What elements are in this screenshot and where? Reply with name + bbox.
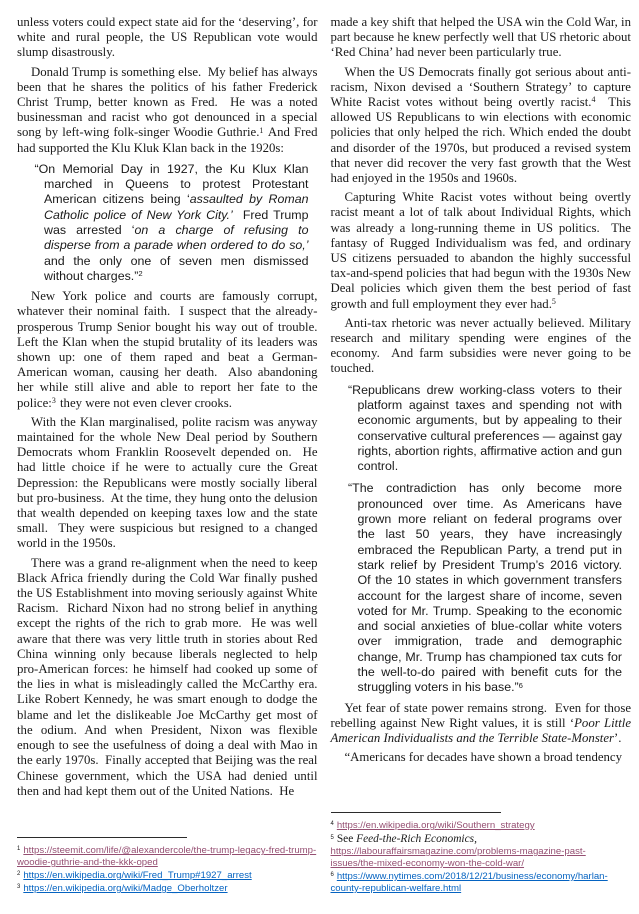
footnote-ref-4: 4	[591, 95, 596, 105]
footnote-ref-5: 5	[551, 297, 556, 307]
footnote-6	[331, 871, 632, 895]
paragraph-text: New York police and courts are famously corrupt, whatever their nominal faith. I suspect that the already-prosperous Trump Senior bought his way out of trouble. Left the Klan when the stupid brutality of its leaders was shown up: one of them raped and beat a German-American woman, causing her death. Also abandoning her while still alive and able to report her fate to the police:	[17, 289, 324, 410]
footnote-link[interactable]: https://en.wikipedia.org/wiki/Madge_Oberholtzer	[23, 883, 228, 894]
footnote-book-title: Feed-the-Rich Economics,	[356, 833, 477, 845]
paragraph-text: Donald Trump is something else. My belief has always been that he shares the politics of his father Frederick Christ Trump, better known as Fred. He was a noted businessman and racist who got denounced in a special song by left-wing folk-singer Woodie Guthrie.	[17, 64, 321, 140]
paragraph-text: And Fred had supported the Klu Kluk Klan back in the 1920s:	[17, 125, 321, 155]
footnotes-right	[331, 812, 632, 896]
footnote-number: 1	[17, 846, 21, 853]
footnote-number: 2	[17, 871, 21, 878]
paragraph-text: Yet fear of state power remains strong. Even for those rebelling against New Right values, it is still ‘	[330, 700, 635, 730]
paragraph	[330, 700, 635, 747]
quote-text: “Republicans drew working-class voters to their platform against taxes and spending not with economic arguments, but by appealing to their conservative cultural preferences — against gay rights, abortion rights, affirmative action and gun control.	[348, 382, 626, 474]
paragraph: made a key shift that helped the USA win the Cold War, in part because he knew perfectly well that US rhetoric about ‘Red China’ had never been particularly true.	[330, 15, 635, 60]
paragraph-text: When the US Democrats finally got serious about anti-racism, Nixon devised a ‘Southern Strategy’ to capture White Racist votes without being overtly racist.	[330, 64, 634, 110]
footnote-number: 6	[330, 872, 334, 879]
footnote-link[interactable]: https://labouraffairsmagazine.com/problems-magazine-past-issues/the-mixed-economy-won-the-cold-war/	[330, 846, 586, 869]
blockquote	[348, 382, 626, 475]
quote-text: “The contradiction has only become more pronounced over time. As Americans have grown more reliant on federal programs over the last 50 years, they have increasingly embraced the Republican Party, a trend put in stark relief by President Trump’s 2016 victory. Of the 10 states in which government transfers account for the largest share of income, seven voted for Mr. Trump. Speaking to the economic and social anxieties of blue-collar white voters over immigration, trade and demographic change, Mr. Trump has championed tax cuts for the well-to-do paired with benefit cuts for the struggling voters in his base.”	[348, 481, 626, 695]
two-column-layout	[17, 15, 635, 896]
footnote-ref-1: 1	[259, 125, 264, 135]
paragraph-text: This allowed US Republicans to win elections with economic policies that only helped the rich. Which ended the doubt and disorder of the 1970s, but produced a revised system that never did recover the very fast growth that the West had enjoyed in the 1950s and 1960s.	[330, 95, 635, 186]
paragraph: There was a grand re-alignment when the need to keep Black Africa friendly during the Cold War finally pushed the US Establishment into moving seriously against White Racism. Richard Nixon had no strong belief in anything except the rights of the rich to grab more. He was well aware that there was very little truth in stories about Red China winning only because liberals neglected to help pro-American forces: he himself had cooked up some of the lies in what is misleadingly called the McCarthy era. Like Robert Kennedy, he was smart enough to dodge the blame and let the dislikeable Joe McCarthy get most of the odium. And when President, Nixon was flexible enough to see the usefulness of doing a deal with Mao in the early 1970s. Finally accepted that Beijing was the real Chinese government, which the USA had denied until then and had kept them out of the United Nations. He	[17, 555, 324, 798]
paragraph-text: they were not even clever crooks.	[56, 395, 232, 410]
paragraph-text-italic: Poor Little American Individualists and the Terrible State-Monster	[330, 715, 634, 746]
footnote-url-line	[331, 846, 632, 870]
footnote-5	[331, 833, 632, 870]
footnote-link[interactable]: https://en.wikipedia.org/wiki/Southern_strategy	[336, 820, 535, 831]
footnote-separator	[17, 837, 187, 838]
quote-text-italic: assaulted by Roman Catholic police of New York City.’	[44, 192, 312, 222]
quote-text: Fred Trump was arrested ‘	[44, 207, 312, 238]
footnote-link[interactable]: https://en.wikipedia.org/wiki/Fred_Trump#1927_arrest	[23, 870, 252, 881]
quote-text: “On Memorial Day in 1927, the Ku Klux Klan marched in Queens to protest Protestant American citizens being ‘	[34, 161, 312, 207]
paragraph: With the Klan marginalised, polite racism was anyway maintained for the whole New Deal period by Southern Democrats whom Franklin Roosevelt depended on. He had little choice if he were to actually cure the Great Depression: the Republicans were mostly socially liberal but pro-business. At the time, they hung onto the delusion that wealth depended on keeping taxes low and the state small. They were suspicious but resigned to a changed world in the 1950s.	[17, 414, 321, 551]
footnote-text: See	[336, 833, 357, 845]
footnote-ref-3: 3	[51, 396, 56, 406]
footnote-link[interactable]: https://steemit.com/life/@alexandercole/the-trump-legacy-fred-trump-woodie-guthrie-and-the-kkk-oped	[17, 845, 317, 868]
footnote-link[interactable]: https://www.nytimes.com/2018/12/21/business/economy/harlan-county-republican-welfare.html	[330, 871, 608, 894]
left-column	[17, 15, 324, 896]
paragraph: “Americans for decades have shown a broad tendency	[344, 750, 623, 765]
blockquote	[34, 161, 312, 284]
paragraph-text: Capturing White Racist votes without being overtly racist meant a lot of talk about Individual Rights, which was already a long-running theme in US politics. The fantasy of Rugged Individualism was fed, and ordinary US citizens persuaded to abandon the highly successful tax-and-spend policies that had begun with the 1930s New Deal policies which given them the best period of fast growth and full employment they ever had.	[330, 190, 635, 311]
quote-text: and the only one of seven men dismissed without charges.”	[44, 238, 312, 283]
paragraph	[17, 64, 321, 156]
paragraph-text: ’.	[614, 731, 622, 746]
footnote-ref-6: 6	[518, 680, 523, 690]
paragraph	[17, 289, 324, 411]
footnote-ref-2: 2	[138, 269, 143, 279]
footnote-separator	[331, 812, 501, 813]
footnote-number: 4	[330, 821, 334, 828]
footnote-number: 3	[17, 884, 21, 891]
paragraph	[330, 64, 635, 187]
paragraph: unless voters could expect state aid for the ‘deserving’, for white and rural people, the US Republican vote would slump disastrously.	[17, 15, 321, 60]
footnote-1	[17, 845, 318, 869]
footnote-4	[331, 820, 632, 832]
quote-text-italic: on a charge of refusing to disperse from a parade when ordered to do so,’	[44, 223, 312, 253]
blockquote	[348, 481, 626, 695]
footnote-number: 5	[330, 835, 334, 842]
footnote-2	[17, 870, 318, 882]
footnotes-left	[17, 837, 318, 896]
paragraph: Anti-tax rhetoric was never actually believed. Military research and military spending were engines of the economy. And farm subsidies were never going to be touched.	[330, 315, 635, 376]
paragraph	[330, 190, 635, 312]
right-column	[330, 15, 635, 896]
footnote-3	[17, 883, 318, 895]
